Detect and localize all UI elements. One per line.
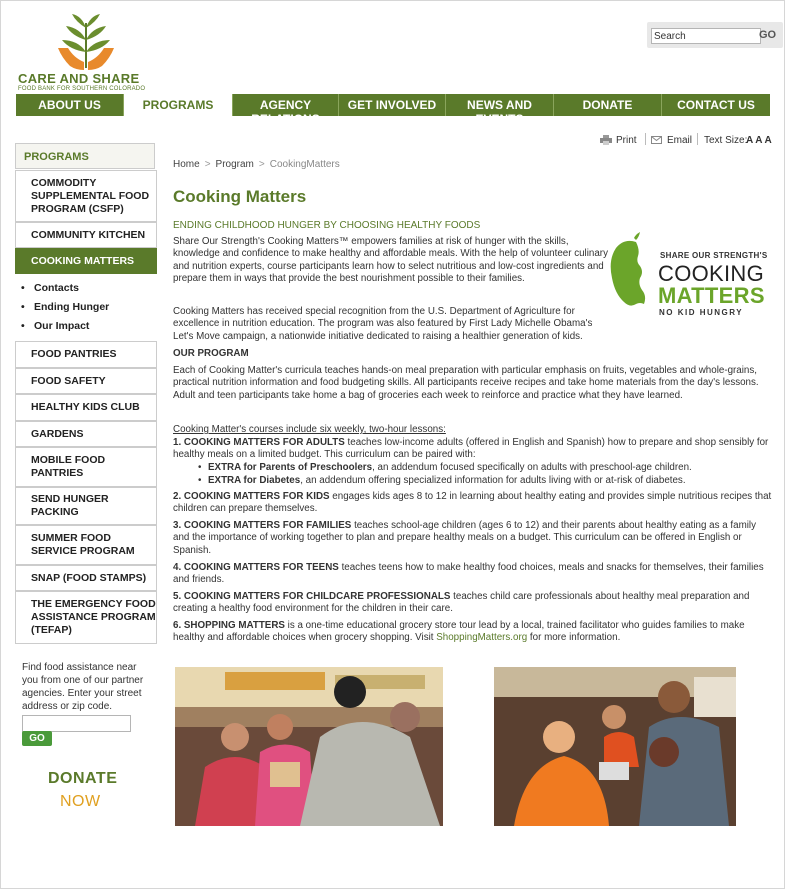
- course-5-title: 5. COOKING MATTERS FOR CHILDCARE PROFESSIONALS: [173, 591, 451, 602]
- sidebar-item-mobile-food-pantries[interactable]: MOBILE FOOD PANTRIES: [15, 447, 157, 487]
- sidebar-item-csfp[interactable]: COMMODITY SUPPLEMENTAL FOOD PROGRAM (CSFP): [15, 170, 157, 222]
- nav-news-and-events[interactable]: NEWS AND EVENTS: [446, 94, 554, 116]
- bullet-2-title: EXTRA for Diabetes: [208, 475, 301, 486]
- course-3-title: 3. COOKING MATTERS FOR FAMILIES: [173, 520, 352, 531]
- cm-logo-small-text: SHARE OUR STRENGTH'S: [660, 251, 768, 260]
- course-1-title: 1. COOKING MATTERS FOR ADULTS: [173, 437, 345, 448]
- bullet-icon: •: [198, 475, 202, 486]
- nav-contact-us[interactable]: CONTACT US: [677, 98, 755, 112]
- search-go-button[interactable]: GO: [759, 29, 777, 41]
- email-link[interactable]: Email: [667, 135, 693, 146]
- sidebar-item-tefap[interactable]: THE EMERGENCY FOOD ASSISTANCE PROGRAM (TEFAP): [15, 591, 157, 644]
- nav-about-us[interactable]: ABOUT US: [16, 94, 124, 116]
- course-2-title: 2. COOKING MATTERS FOR KIDS: [173, 491, 330, 502]
- course-5-text: teaches child care professionals about healthy meal preparation and creating a healthy food environment for the children in their care.: [173, 591, 750, 615]
- breadcrumb-separator: >: [204, 159, 211, 170]
- breadcrumb-home[interactable]: Home: [173, 159, 200, 170]
- breadcrumb-current: CookingMatters: [269, 159, 340, 170]
- course-6-title: 6. SHOPPING MATTERS: [173, 620, 285, 631]
- nav-get-involved[interactable]: GET INVOLVED: [339, 94, 446, 116]
- shopping-matters-link[interactable]: ShoppingMatters.org: [436, 632, 528, 644]
- course-6-text: is a one-time educational grocery store tour lead by a local, trained facilitator who guides families to make healthy and affordable choices when grocery shopping. Visit: [173, 620, 745, 644]
- find-food-text: Find food assistance near you from one of our partner agencies. Enter your street address or zip code.: [22, 662, 144, 712]
- sidebar-item-healthy-kids-club[interactable]: HEALTHY KIDS CLUB: [15, 394, 157, 421]
- donate-now-donate[interactable]: DONATE: [48, 770, 118, 787]
- sidebar-subitem-ending-hunger[interactable]: • Ending Hunger: [34, 301, 109, 313]
- nav-donate[interactable]: DONATE: [554, 94, 662, 116]
- text-size-options[interactable]: A A A: [746, 135, 772, 146]
- courses-intro: Cooking Matter's courses include six weekly, two-hour lessons:: [173, 424, 446, 435]
- cm-logo-matters: MATTERS: [658, 283, 765, 308]
- course-1: [173, 437, 773, 462]
- apple-icon: [611, 232, 645, 306]
- nav-programs[interactable]: PROGRAMS: [124, 94, 233, 116]
- cm-logo-cooking: COOKING: [658, 261, 764, 286]
- util-divider: [645, 133, 646, 145]
- nav-agency-relations[interactable]: AGENCY RELATIONS: [233, 94, 339, 116]
- bullet-1-title: EXTRA for Parents of Preschoolers: [208, 462, 373, 473]
- logo-name: CARE AND SHARE: [18, 71, 140, 86]
- course-4: [173, 562, 773, 587]
- sidebar-item-send-hunger-packing[interactable]: SEND HUNGER PACKING: [15, 487, 157, 525]
- course-4-title: 4. COOKING MATTERS FOR TEENS: [173, 562, 339, 573]
- page-title: Cooking Matters: [173, 187, 307, 206]
- find-go-button[interactable]: GO: [22, 731, 52, 746]
- section-subhead: ENDING CHILDHOOD HUNGER BY CHOOSING HEALTHY FOODS: [173, 220, 481, 231]
- sidebar-subitem-our-impact[interactable]: • Our Impact: [34, 320, 89, 332]
- address-zip-input[interactable]: [22, 715, 131, 732]
- logo-subtitle: FOOD BANK FOR SOUTHERN COLORADO: [18, 86, 146, 92]
- sidebar-subitem-contacts[interactable]: • Contacts: [34, 282, 79, 294]
- sidebar-item-snap[interactable]: SNAP (FOOD STAMPS): [15, 565, 157, 591]
- course-1-bullet-1: [198, 462, 768, 474]
- our-program-heading: OUR PROGRAM: [173, 348, 249, 359]
- sidebar-item-summer-food[interactable]: SUMMER FOOD SERVICE PROGRAM: [15, 525, 157, 565]
- cm-logo-tagline: NO KID HUNGRY: [659, 308, 744, 317]
- sidebar-item-cooking-matters[interactable]: COOKING MATTERS: [15, 248, 157, 274]
- bullet-2-text: , an addendum offering specialized information for adults living with or at-risk of diabetes.: [300, 475, 686, 486]
- bullet-icon: •: [198, 462, 202, 473]
- course-4-text: teaches teens how to make healthy food choices, meals and snacks for themselves, their families and friends.: [173, 562, 764, 586]
- print-icon[interactable]: [600, 135, 612, 145]
- util-divider: [697, 133, 698, 145]
- course-5: [173, 591, 773, 616]
- breadcrumb: [173, 159, 340, 170]
- intro-paragraph: Share Our Strength's Cooking Matters™ empowers families at risk of hunger with the skills, knowledge and confidence to make healthy and affordable meals. With the help of volunteer culinary and nutrition experts, course participants learn how to select nutritious and low-cost ingredients and prepare them in ways that provide the best nourishment possible to their families.: [173, 236, 608, 284]
- cooking-class-photo: [494, 667, 736, 826]
- bullet-1-text: , an addendum focused specifically on adults with preschool-age children.: [372, 462, 692, 473]
- course-2-text: engages kids ages 8 to 12 in learning about healthy eating and provides simple nutritious recipes that children can prepare themselves.: [173, 491, 772, 515]
- hands-wheat-icon: [58, 14, 114, 70]
- recognition-paragraph: Cooking Matters has received special recognition from the U.S. Department of Agriculture for excellence in nutrition education. The program was also featured by First Lady Michelle Obama's Let's Move campaign, a nationwide initiative dedicated to raising a healthier generation of kids.: [173, 306, 593, 342]
- breadcrumb-separator: >: [258, 159, 265, 170]
- course-3: [173, 520, 773, 557]
- text-size-label: Text Size:: [704, 135, 748, 146]
- breadcrumb-program[interactable]: Program: [215, 159, 254, 170]
- sidebar-item-gardens[interactable]: GARDENS: [15, 421, 157, 447]
- sidebar-heading: PROGRAMS: [15, 143, 155, 169]
- course-1-bullet-2: [198, 475, 768, 487]
- search-input[interactable]: [651, 28, 761, 44]
- program-paragraph: Each of Cooking Matter's curricula teaches hands-on meal preparation with particular emphasis on fruits, vegetables and whole-grains, practical nutrition information and food budgeting skills. All participants receive recipes and take home materials from the day's lessons. Adult and teen participants take home a bag of groceries each week to reinforce and practice what they have learned.: [173, 365, 759, 401]
- grocery-store-photo: [175, 667, 443, 826]
- print-link[interactable]: Print: [616, 135, 637, 146]
- email-icon[interactable]: [651, 136, 662, 144]
- course-6-end: for more information.: [527, 632, 621, 644]
- sidebar-item-food-pantries[interactable]: FOOD PANTRIES: [15, 341, 157, 368]
- sidebar-item-food-safety[interactable]: FOOD SAFETY: [15, 368, 157, 394]
- donate-now-now[interactable]: NOW: [60, 793, 101, 810]
- sidebar-item-community-kitchen[interactable]: COMMUNITY KITCHEN: [15, 222, 157, 248]
- course-1-text: teaches low-income adults (offered in English and Spanish) how to prepare and shop sensibly for healthy meals on a limited budget. This curriculum can be paired with:: [173, 437, 769, 461]
- course-6: [173, 620, 773, 645]
- course-2: [173, 491, 773, 516]
- course-3-text: teaches school-age children (ages 6 to 12) and their parents about healthy eating as a family and the importance of working together to plan and prepare healthy meals on a budget. This curriculum can be offered in English or Spanish.: [173, 520, 756, 556]
